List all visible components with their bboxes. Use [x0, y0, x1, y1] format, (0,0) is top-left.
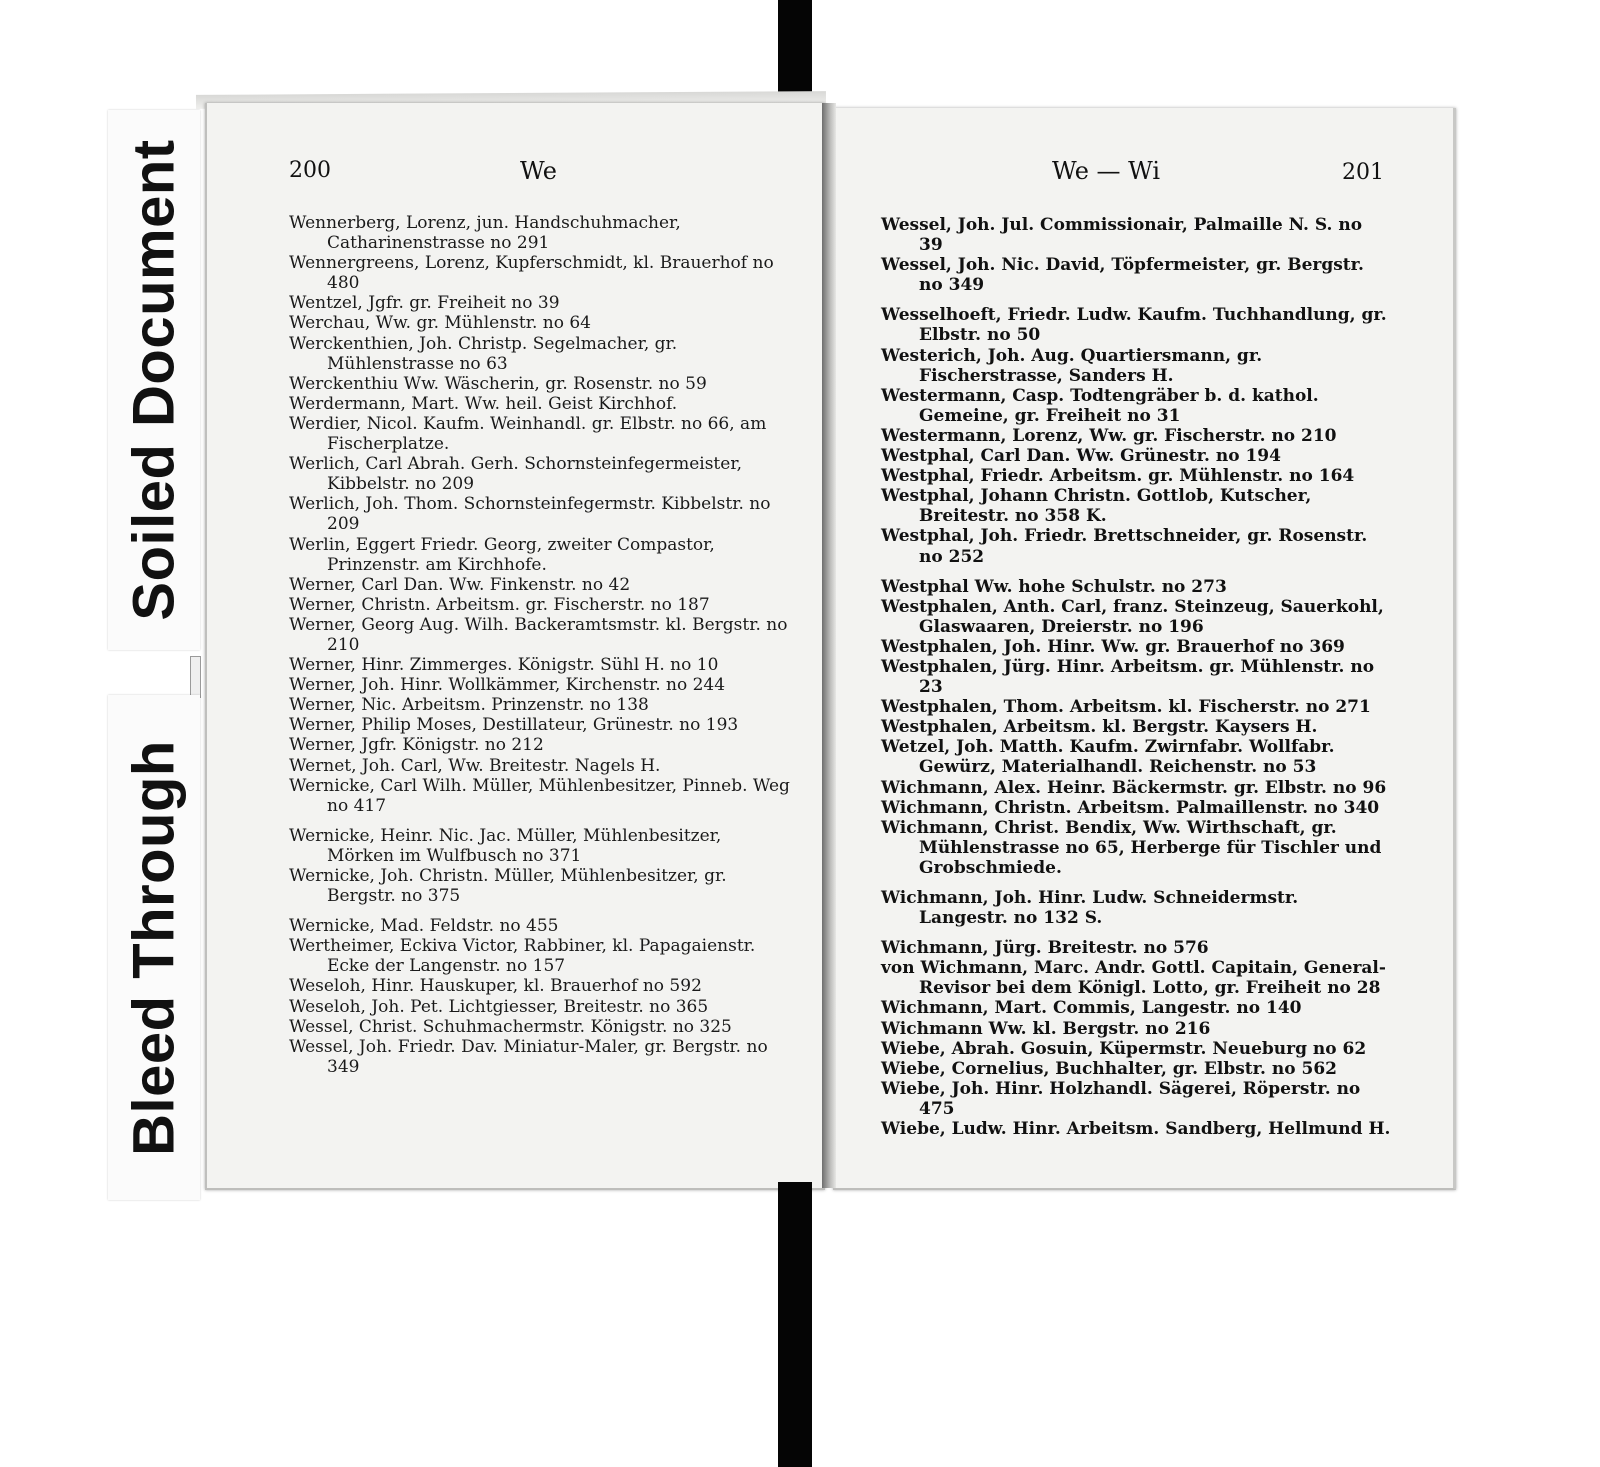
directory-entry: Westphalen, Thom. Arbeitsm. kl. Fischerstr. no 271 — [881, 697, 1371, 718]
directory-entry: Westphal, Joh. Friedr. Brettschneider, gr. Rosenstr. no 252 — [881, 526, 1368, 567]
directory-entry: Westphalen, Arbeitsm. kl. Bergstr. Kaysers H. — [881, 717, 1318, 738]
directory-entry: Werlich, Carl Abrah. Gerh. Schornsteinfegermeister, Kibbelstr. no 209 — [289, 454, 742, 495]
directory-entry: Wertheimer, Eckiva Victor, Rabbiner, kl. Papagaienstr. Ecke der Langenstr. no 157 — [289, 936, 756, 977]
directory-entry: Wennerberg, Lorenz, jun. Handschuhmacher, Catharinenstrasse no 291 — [289, 213, 681, 254]
directory-entry: Werner, Georg Aug. Wilh. Backeramtsmstr. kl. Bergstr. no 210 — [289, 614, 788, 655]
directory-entry: Westphal, Johann Christn. Gottlob, Kutscher, Breitestr. no 358 K. — [881, 486, 1312, 527]
directory-entry: Werchau, Ww. gr. Mühlenstr. no 64 — [289, 313, 591, 334]
left-page-heading: We — [520, 157, 557, 185]
left-page-number: 200 — [289, 158, 331, 183]
directory-entry: Wichmann, Christ. Bendix, Ww. Wirthschaft, gr. Mühlenstrasse no 65, Herberge für Tischler und Grobschmiede. — [881, 817, 1382, 878]
bleed-through-text: Bleed Through — [121, 739, 187, 1156]
directory-entry: Wiebe, Cornelius, Buchhalter, gr. Elbstr. no 562 — [881, 1058, 1337, 1079]
right-page-number: 201 — [1342, 160, 1384, 185]
directory-entry: Werner, Christn. Arbeitsm. gr. Fischerstr. no 187 — [289, 594, 710, 615]
directory-entry: Weseloh, Hinr. Hauskuper, kl. Brauerhof no 592 — [289, 976, 702, 997]
directory-entry: Wiebe, Joh. Hinr. Holzhandl. Sägerei, Röperstr. no 475 — [881, 1078, 1361, 1119]
directory-entry: von Wichmann, Marc. Andr. Gottl. Capitain, General-Revisor bei dem Königl. Lotto, gr. Freiheit no 28 — [881, 958, 1386, 999]
right-directory-entries — [881, 215, 1391, 1139]
bleed-through-label — [108, 695, 200, 1200]
directory-entry: Werner, Joh. Hinr. Wollkämmer, Kirchenstr. no 244 — [289, 675, 726, 696]
soiled-document-label — [108, 110, 200, 650]
directory-entry: Werdermann, Mart. Ww. heil. Geist Kirchhof. — [289, 393, 678, 414]
directory-entry: Wentzel, Jgfr. gr. Freiheit no 39 — [289, 293, 560, 314]
directory-entry: Werckenthiu Ww. Wäscherin, gr. Rosenstr. no 59 — [289, 373, 707, 394]
directory-entry: Westermann, Casp. Todtengräber b. d. kathol. Gemeine, gr. Freiheit no 31 — [881, 385, 1319, 426]
directory-entry: Wernicke, Heinr. Nic. Jac. Müller, Mühlenbesitzer, Mörken im Wulfbusch no 371 — [289, 825, 722, 866]
directory-entry: Wessel, Joh. Nic. David, Töpfermeister, gr. Bergstr. no 349 — [881, 255, 1364, 296]
directory-entry: Wessel, Christ. Schuhmachermstr. Königstr. no 325 — [289, 1016, 732, 1037]
directory-entry: Westermann, Lorenz, Ww. gr. Fischerstr. no 210 — [881, 425, 1337, 446]
directory-entry: Wernicke, Carl Wilh. Müller, Mühlenbesitzer, Pinneb. Weg no 417 — [289, 775, 790, 816]
book-spine — [822, 103, 836, 1188]
directory-entry: Westphalen, Jürg. Hinr. Arbeitsm. gr. Mühlenstr. no 23 — [881, 656, 1375, 698]
directory-entry: Wesselhoeft, Friedr. Ludw. Kaufm. Tuchhandlung, gr. Elbstr. no 50 — [881, 305, 1387, 346]
directory-entry: Wernet, Joh. Carl, Ww. Breitestr. Nagels H. — [289, 755, 661, 776]
directory-entry: Werner, Jgfr. Königstr. no 212 — [289, 735, 544, 756]
right-page-heading: We — Wi — [1052, 157, 1161, 185]
directory-entry: Westphalen, Joh. Hinr. Ww. gr. Brauerhof no 369 — [881, 636, 1345, 657]
label-tab — [190, 656, 201, 698]
directory-entry: Wetzel, Joh. Matth. Kaufm. Zwirnfabr. Wollfabr. Gewürz, Materialhandl. Reichenstr. no 53 — [881, 737, 1335, 778]
directory-entry: Werlin, Eggert Friedr. Georg, zweiter Compastor, Prinzenstr. am Kirchhofe. — [289, 534, 715, 575]
directory-entry: Westphalen, Anth. Carl, franz. Steinzeug, Sauerkohl, Glaswaaren, Dreierstr. no 196 — [881, 596, 1384, 637]
directory-entry: Wiebe, Abrah. Gosuin, Küpermstr. Neueburg no 62 — [881, 1038, 1367, 1059]
left-directory-entries — [289, 213, 793, 1077]
directory-entry: Wessel, Joh. Jul. Commissionair, Palmaille N. S. no 39 — [881, 215, 1363, 256]
directory-entry: Werlich, Joh. Thom. Schornsteinfegermstr. Kibbelstr. no 209 — [289, 494, 771, 535]
directory-entry: Wichmann Ww. kl. Bergstr. no 216 — [881, 1018, 1211, 1039]
directory-entry: Wichmann, Alex. Heinr. Bäckermstr. gr. Elbstr. no 96 — [881, 777, 1387, 798]
directory-entry: Wessel, Joh. Friedr. Dav. Miniatur-Maler, gr. Bergstr. no 349 — [289, 1036, 768, 1077]
directory-entry: Wichmann, Joh. Hinr. Ludw. Schneidermstr. Langestr. no 132 S. — [881, 888, 1299, 929]
directory-entry: Weseloh, Joh. Pet. Lichtgiesser, Breitestr. no 365 — [289, 996, 709, 1017]
directory-entry: Werner, Nic. Arbeitsm. Prinzenstr. no 138 — [289, 695, 649, 716]
directory-entry: Wennergreens, Lorenz, Kupferschmidt, kl. Brauerhof no 480 — [289, 253, 774, 294]
directory-entry: Wichmann, Mart. Commis, Langestr. no 140 — [881, 998, 1302, 1019]
directory-entry: Westphal, Carl Dan. Ww. Grünestr. no 194 — [881, 446, 1281, 467]
directory-entry: Wichmann, Jürg. Breitestr. no 576 — [881, 938, 1209, 959]
directory-entry: Wernicke, Joh. Christn. Müller, Mühlenbesitzer, gr. Bergstr. no 375 — [289, 866, 727, 907]
binding-strap-bottom — [778, 1182, 812, 1467]
directory-entry: Westphal, Friedr. Arbeitsm. gr. Mühlenstr. no 164 — [881, 466, 1355, 487]
directory-entry: Westphal Ww. hohe Schulstr. no 273 — [881, 576, 1227, 597]
directory-entry: Werner, Carl Dan. Ww. Finkenstr. no 42 — [289, 574, 631, 595]
directory-entry: Wiebe, Ludw. Hinr. Arbeitsm. Sandberg, Hellmund H. — [881, 1119, 1391, 1140]
directory-entry: Werdier, Nicol. Kaufm. Weinhandl. gr. Elbstr. no 66, am Fischerplatze. — [289, 413, 767, 455]
directory-entry: Wernicke, Mad. Feldstr. no 455 — [289, 916, 559, 937]
soiled-document-text: Soiled Document — [121, 139, 187, 621]
directory-entry: Werner, Hinr. Zimmerges. Königstr. Sühl H. no 10 — [289, 655, 719, 676]
directory-entry: Werner, Philip Moses, Destillateur, Grünestr. no 193 — [289, 715, 739, 736]
directory-entry: Westerich, Joh. Aug. Quartiersmann, gr. Fischerstrasse, Sanders H. — [881, 345, 1263, 386]
directory-entry: Werckenthien, Joh. Christp. Segelmacher, gr. Mühlenstrasse no 63 — [289, 333, 678, 374]
directory-entry: Wichmann, Christn. Arbeitsm. Palmaillenstr. no 340 — [881, 797, 1380, 818]
